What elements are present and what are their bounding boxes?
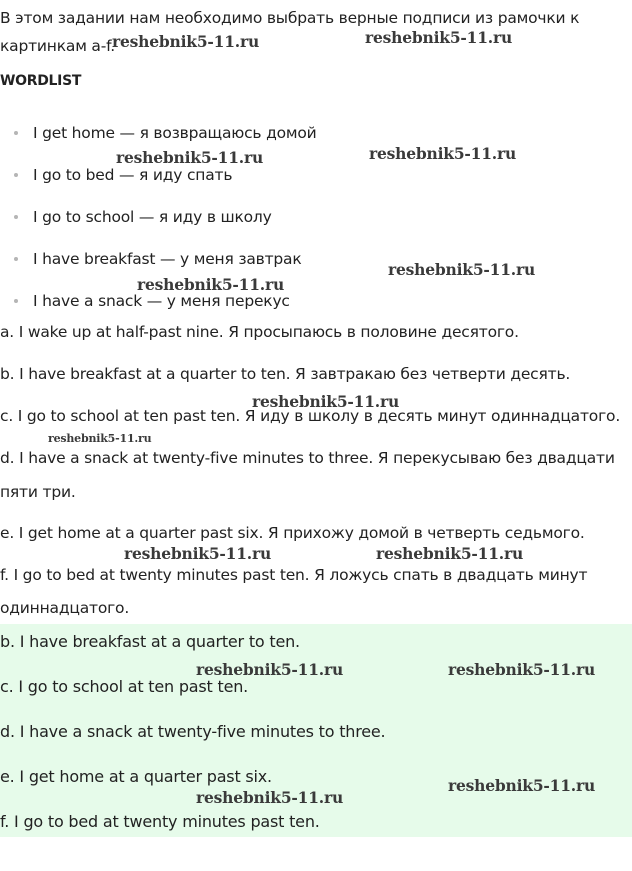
watermark: reshebnik5-11.ru: [448, 776, 596, 795]
bullet-icon: [14, 299, 18, 303]
translation-c: c. I go to school at ten past ten. Я иду в школу в десять минут одиннадцатого.: [0, 407, 621, 425]
translation-d: d. I have a snack at twenty-five minutes to three. Я перекусываю без двадцати: [0, 449, 615, 467]
answer-d: d. I have a snack at twenty-five minutes to three.: [0, 722, 386, 741]
wordlist-heading: WORDLIST: [0, 73, 82, 89]
watermark: reshebnik5-11.ru: [369, 144, 517, 163]
answer-f: f. I go to bed at twenty minutes past ten.: [0, 812, 320, 831]
watermark: reshebnik5-11.ru: [124, 544, 272, 563]
list-item-text: I get home — я возвращаюсь домой: [33, 124, 317, 142]
list-item-text: I go to bed — я иду спать: [33, 166, 233, 184]
watermark: reshebnik5-11.ru: [448, 660, 596, 679]
intro-line-2: картинкам a-f.: [0, 37, 115, 55]
translation-d-continued: пяти три.: [0, 483, 76, 501]
watermark: reshebnik5-11.ru: [365, 28, 513, 47]
bullet-icon: [14, 257, 18, 261]
translation-f-continued: одиннадцатого.: [0, 599, 130, 617]
answer-c: c. I go to school at ten past ten.: [0, 677, 249, 696]
list-item-text: I have breakfast — у меня завтрак: [33, 250, 302, 268]
watermark: reshebnik5-11.ru: [48, 432, 152, 445]
list-item-text: I have a snack — у меня перекус: [33, 292, 290, 310]
watermark: reshebnik5-11.ru: [388, 260, 536, 279]
watermark: reshebnik5-11.ru: [252, 392, 400, 411]
bullet-icon: [14, 215, 18, 219]
translation-a: a. I wake up at half-past nine. Я просыпаюсь в половине десятого.: [0, 323, 519, 341]
list-item-text: I go to school — я иду в школу: [33, 208, 272, 226]
watermark: reshebnik5-11.ru: [196, 660, 344, 679]
translation-b: b. I have breakfast at a quarter to ten. Я завтракаю без четверти десять.: [0, 365, 571, 383]
watermark: reshebnik5-11.ru: [376, 544, 524, 563]
answer-e: e. I get home at a quarter past six.: [0, 767, 272, 786]
watermark: reshebnik5-11.ru: [137, 275, 285, 294]
watermark: reshebnik5-11.ru: [112, 32, 260, 51]
answer-b: b. I have breakfast at a quarter to ten.: [0, 632, 300, 651]
watermark: reshebnik5-11.ru: [116, 148, 264, 167]
translation-f: f. I go to bed at twenty minutes past ten. Я ложусь спать в двадцать минут: [0, 566, 588, 584]
bullet-icon: [14, 131, 18, 135]
watermark: reshebnik5-11.ru: [196, 788, 344, 807]
intro-line-1: В этом задании нам необходимо выбрать верные подписи из рамочки к: [0, 9, 580, 27]
translation-e: e. I get home at a quarter past six. Я прихожу домой в четверть седьмого.: [0, 524, 585, 542]
bullet-icon: [14, 173, 18, 177]
